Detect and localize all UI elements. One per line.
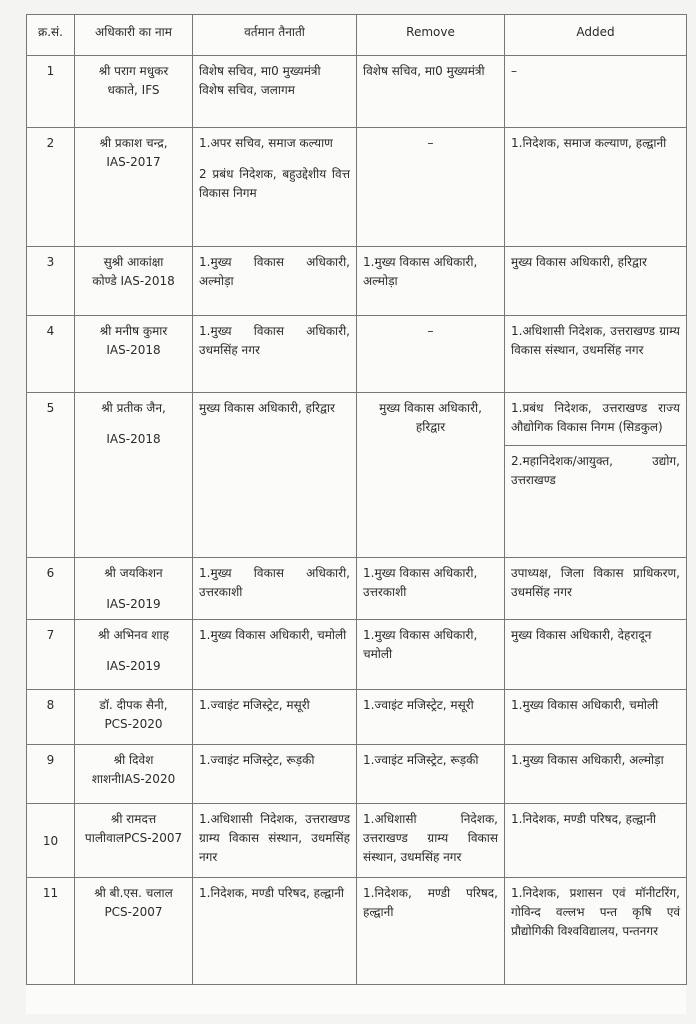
added-text: मुख्य विकास अधिकारी, देहरादून [511, 628, 652, 642]
remove-text: 1.अधिशासी निदेशक, उत्तराखण्ड ग्राम्य विकास संस्थान, उधमसिंह नगर [363, 812, 498, 864]
name-line: श्री प्रकाश चन्द्र, [99, 136, 168, 150]
officer-name-cell [75, 745, 193, 804]
serial-cell: 4 [27, 316, 75, 393]
added-text: मुख्य विकास अधिकारी, हरिद्वार [511, 255, 647, 269]
remove-cell [357, 558, 505, 620]
current-posting-cell [193, 558, 357, 620]
added-text: उपाध्यक्ष, जिला विकास प्राधिकरण, उधमसिंह नगर [511, 566, 680, 599]
serial-cell: 1 [27, 56, 75, 128]
remove-cell [357, 247, 505, 316]
added-cell [505, 128, 687, 247]
officer-name-cell [75, 393, 193, 558]
remove-cell [357, 56, 505, 128]
remove-text: – [427, 324, 434, 338]
added-cell [505, 56, 687, 128]
added-cell [505, 620, 687, 690]
added-text: 1.अधिशासी निदेशक, उत्तराखण्ड ग्राम्य विकास संस्थान, उधमसिंह नगर [511, 324, 680, 357]
current-posting-cell [193, 393, 357, 558]
table-row [27, 247, 687, 316]
posting-line: 1.मुख्य विकास अधिकारी, चमोली [199, 628, 347, 642]
remove-cell [357, 690, 505, 745]
added-cell [505, 878, 687, 985]
remove-text: 1.ज्वाइंट मजिस्ट्रेट, रूड़की [363, 753, 479, 767]
name-line: श्री अभिनव शाह [98, 628, 169, 642]
header-serial: क्र.सं. [27, 15, 75, 56]
current-posting-cell [193, 316, 357, 393]
current-posting-cell [193, 247, 357, 316]
remove-cell [357, 620, 505, 690]
added-text: 2.महानिदेशक/आयुक्त, उद्योग, उत्तराखण्ड [511, 454, 680, 487]
table-header-row [27, 15, 687, 56]
added-text: 1.प्रबंध निदेशक, उत्तराखण्ड राज्य औद्योगिक विकास निगम (सिडकुल) [511, 401, 680, 434]
name-line: IAS-2019 [106, 597, 161, 611]
name-line: PCS-2020 [104, 717, 163, 731]
posting-line: 1.मुख्य विकास अधिकारी, उत्तरकाशी [199, 566, 350, 599]
posting-line: 1.ज्वाइंट मजिस्ट्रेट, मसूरी [199, 698, 310, 712]
posting-line: 1.निदेशक, मण्डी परिषद, हल्द्वानी [199, 886, 345, 900]
added-text: 1.मुख्य विकास अधिकारी, चमोली [511, 698, 659, 712]
added-cell [505, 690, 687, 745]
added-cell [505, 804, 687, 878]
added-cell [505, 558, 687, 620]
table-row [27, 393, 687, 558]
table-row [27, 878, 687, 985]
name-line: PCS-2007 [104, 905, 163, 919]
name-line: IAS-2018 [106, 343, 161, 357]
name-line: श्री प्रतीक जैन, [101, 401, 166, 415]
posting-line: मुख्य विकास अधिकारी, हरिद्वार [199, 401, 335, 415]
serial-cell: 5 [27, 393, 75, 558]
remove-text: 1.मुख्य विकास अधिकारी, अल्मोड़ा [363, 255, 478, 288]
name-line: श्री मनीष कुमार [99, 324, 168, 338]
remove-cell [357, 878, 505, 985]
officer-name-cell [75, 804, 193, 878]
remove-text: 1.निदेशक, मण्डी परिषद, हल्द्वानी [363, 886, 498, 919]
added-cell [505, 745, 687, 804]
added-text: – [511, 64, 517, 78]
remove-text: – [427, 136, 434, 150]
added-cell [505, 316, 687, 393]
name-line: पालीवालPCS-2007 [84, 831, 183, 845]
table-row [27, 128, 687, 247]
name-line: श्री दिवेश [113, 753, 154, 767]
transfer-table [26, 14, 687, 985]
name-line: श्री बी.एस. चलाल [94, 886, 173, 900]
officer-name-cell [75, 316, 193, 393]
added-text: 1.मुख्य विकास अधिकारी, अल्मोड़ा [511, 753, 664, 767]
table-row [27, 620, 687, 690]
current-posting-cell [193, 690, 357, 745]
current-posting-cell [193, 128, 357, 247]
remove-cell [357, 804, 505, 878]
serial-cell: 3 [27, 247, 75, 316]
current-posting-cell [193, 620, 357, 690]
remove-text: विशेष सचिव, मा0 मुख्यमंत्री [363, 64, 485, 78]
table-row [27, 56, 687, 128]
officer-name-cell [75, 878, 193, 985]
added-text: 1.निदेशक, प्रशासन एवं मॉनीटरिंग, गोविन्द वल्लभ पन्त कृषि एवं प्रौद्योगिकी विश्वविद्यालय, पन्तनगर [511, 886, 680, 938]
remove-text: 1.ज्वाइंट मजिस्ट्रेट, मसूरी [363, 698, 474, 712]
serial-cell: 2 [27, 128, 75, 247]
name-line: सुश्री आकांक्षा [103, 255, 164, 269]
posting-line: 1.मुख्य विकास अधिकारी, उधमसिंह नगर [199, 324, 350, 357]
remove-cell [357, 316, 505, 393]
name-line: IAS-2018 [106, 432, 161, 446]
serial-cell: 10 [27, 804, 75, 878]
added-text: 1.निदेशक, मण्डी परिषद, हल्द्वानी [511, 812, 657, 826]
table-row [27, 745, 687, 804]
document-page [26, 14, 686, 1014]
name-line: IAS-2019 [106, 659, 161, 673]
header-added: Added [505, 15, 687, 56]
serial-cell: 11 [27, 878, 75, 985]
table-row [27, 804, 687, 878]
name-line: श्री जयकिशन [104, 566, 163, 580]
remove-cell [357, 393, 505, 558]
officer-name-cell [75, 558, 193, 620]
remove-text: 1.मुख्य विकास अधिकारी, उत्तरकाशी [363, 566, 478, 599]
current-posting-cell [193, 878, 357, 985]
added-text: 1.निदेशक, समाज कल्याण, हल्द्वानी [511, 136, 667, 150]
remove-text: 1.मुख्य विकास अधिकारी, चमोली [363, 628, 478, 661]
table-row [27, 690, 687, 745]
added-cell [505, 393, 687, 558]
posting-line: 1.मुख्य विकास अधिकारी, अल्मोड़ा [199, 255, 350, 288]
header-current-posting: वर्तमान तैनाती [193, 15, 357, 56]
name-line: डॉ. दीपक सैनी, [99, 698, 168, 712]
posting-line: 1.अपर सचिव, समाज कल्याण [199, 136, 333, 150]
officer-name-cell [75, 247, 193, 316]
serial-cell: 6 [27, 558, 75, 620]
table-row [27, 558, 687, 620]
officer-name-cell [75, 620, 193, 690]
current-posting-cell [193, 56, 357, 128]
officer-name-cell [75, 56, 193, 128]
current-posting-cell [193, 745, 357, 804]
name-line: श्री पराग मधुकर [98, 64, 169, 78]
name-line: IAS-2017 [106, 155, 161, 169]
posting-line: 1.अधिशासी निदेशक, उत्तराखण्ड ग्राम्य विकास संस्थान, उधमसिंह नगर [199, 812, 350, 864]
remove-cell [357, 128, 505, 247]
posting-line: विशेष सचिव, मा0 मुख्यमंत्री [199, 64, 321, 78]
officer-name-cell [75, 690, 193, 745]
posting-line: विशेष सचिव, जलागम [199, 83, 295, 97]
current-posting-cell [193, 804, 357, 878]
serial-cell: 7 [27, 620, 75, 690]
serial-cell: 8 [27, 690, 75, 745]
officer-name-cell [75, 128, 193, 247]
added-subrow [505, 445, 686, 490]
name-line: शाशनीIAS-2020 [91, 772, 176, 786]
header-officer-name: अधिकारी का नाम [75, 15, 193, 56]
posting-line: 2 प्रबंध निदेशक, बहुउद्देशीय वित्त विकास निगम [199, 167, 350, 200]
serial-cell: 9 [27, 745, 75, 804]
name-line: श्री रामदत्त [110, 812, 157, 826]
header-remove: Remove [357, 15, 505, 56]
remove-cell [357, 745, 505, 804]
name-line: धकाते, IFS [107, 83, 160, 97]
posting-line: 1.ज्वाइंट मजिस्ट्रेट, रूड़की [199, 753, 315, 767]
added-cell [505, 247, 687, 316]
name-line: कोण्डे IAS-2018 [92, 274, 175, 288]
table-row [27, 316, 687, 393]
remove-text: मुख्य विकास अधिकारी, हरिद्वार [379, 401, 482, 434]
